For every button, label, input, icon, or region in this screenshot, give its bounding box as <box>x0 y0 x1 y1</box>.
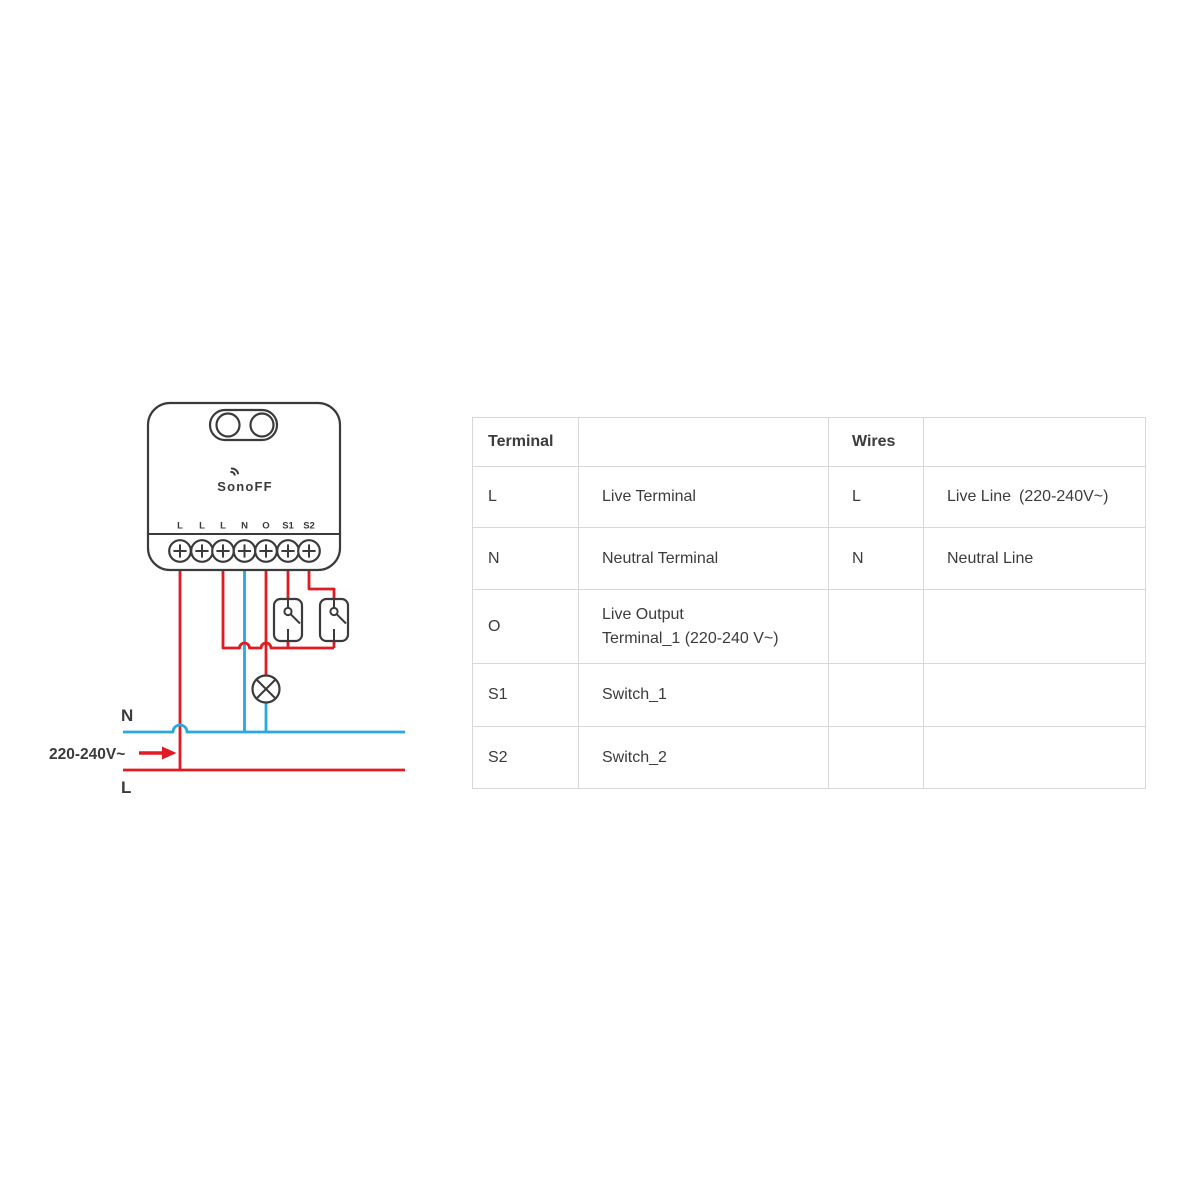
device-button-right <box>251 414 274 437</box>
terminal-label-l3: L <box>220 520 226 532</box>
table-row-s2 <box>473 727 1146 789</box>
switch-1-icon <box>274 599 302 641</box>
cell-terminal-desc: Live Terminal <box>579 467 829 528</box>
cell-terminal-desc: Switch_2 <box>579 727 829 789</box>
voltage-label: 220-240V~ <box>49 746 126 763</box>
screw-icon <box>169 540 191 562</box>
cell-terminal-desc <box>579 590 829 664</box>
cell-wire: L <box>829 467 924 528</box>
svg-text:SonoFF: SonoFF <box>217 479 273 494</box>
cell-line-2: Terminal_1 (220-240 V~) <box>602 629 779 647</box>
device-button-left <box>217 414 240 437</box>
cell-terminal: S2 <box>473 727 579 789</box>
cell-wire-desc: Live Line (220-240V~) <box>924 467 1146 528</box>
cell-terminal: S1 <box>473 664 579 727</box>
neutral-line <box>123 725 405 732</box>
terminal-label-n: N <box>241 520 248 532</box>
screw-icon <box>191 540 213 562</box>
table-row-l <box>473 467 1146 528</box>
screw-icon <box>277 540 299 562</box>
header-wires: Wires <box>829 418 924 467</box>
screw-icon <box>212 540 234 562</box>
terminal-label-s2: S2 <box>303 520 315 532</box>
table-row-o <box>473 590 1146 664</box>
screw-icon <box>255 540 277 562</box>
cell-terminal: L <box>473 467 579 528</box>
cell-wire-desc <box>924 664 1146 727</box>
cell-wire-desc <box>924 590 1146 664</box>
terminal-label-l1: L <box>177 520 183 532</box>
switch-2-icon <box>320 599 348 641</box>
cell-wire-desc: Neutral Line <box>924 528 1146 590</box>
cell-wire: N <box>829 528 924 590</box>
screw-icon <box>298 540 320 562</box>
live-line-label: L <box>121 778 132 797</box>
table-header-row <box>473 418 1146 467</box>
lamp-icon <box>253 676 280 703</box>
table-row-s1 <box>473 664 1146 727</box>
voltage-arrow-icon <box>139 747 177 760</box>
cell-wire <box>829 664 924 727</box>
wire-s2 <box>309 569 334 600</box>
cell-line-1: Live Output <box>602 605 684 623</box>
terminal-label-o: O <box>262 520 270 532</box>
cell-wire-desc <box>924 727 1146 789</box>
header-wires-desc <box>924 418 1146 467</box>
terminal-label-l2: L <box>199 520 205 532</box>
cell-terminal-desc: Switch_1 <box>579 664 829 727</box>
header-terminal: Terminal <box>473 418 579 467</box>
cell-terminal: N <box>473 528 579 590</box>
cell-terminal: O <box>473 590 579 664</box>
terminal-label-s1: S1 <box>282 520 294 532</box>
cell-terminal-desc: Neutral Terminal <box>579 528 829 590</box>
terminal-wires-table <box>472 417 1146 789</box>
cell-wire <box>829 727 924 789</box>
neutral-line-label: N <box>121 706 134 725</box>
cell-wire <box>829 590 924 664</box>
screw-icon <box>234 540 256 562</box>
table-row-n <box>473 528 1146 590</box>
header-terminal-desc <box>579 418 829 467</box>
wiring-diagram <box>0 0 460 820</box>
